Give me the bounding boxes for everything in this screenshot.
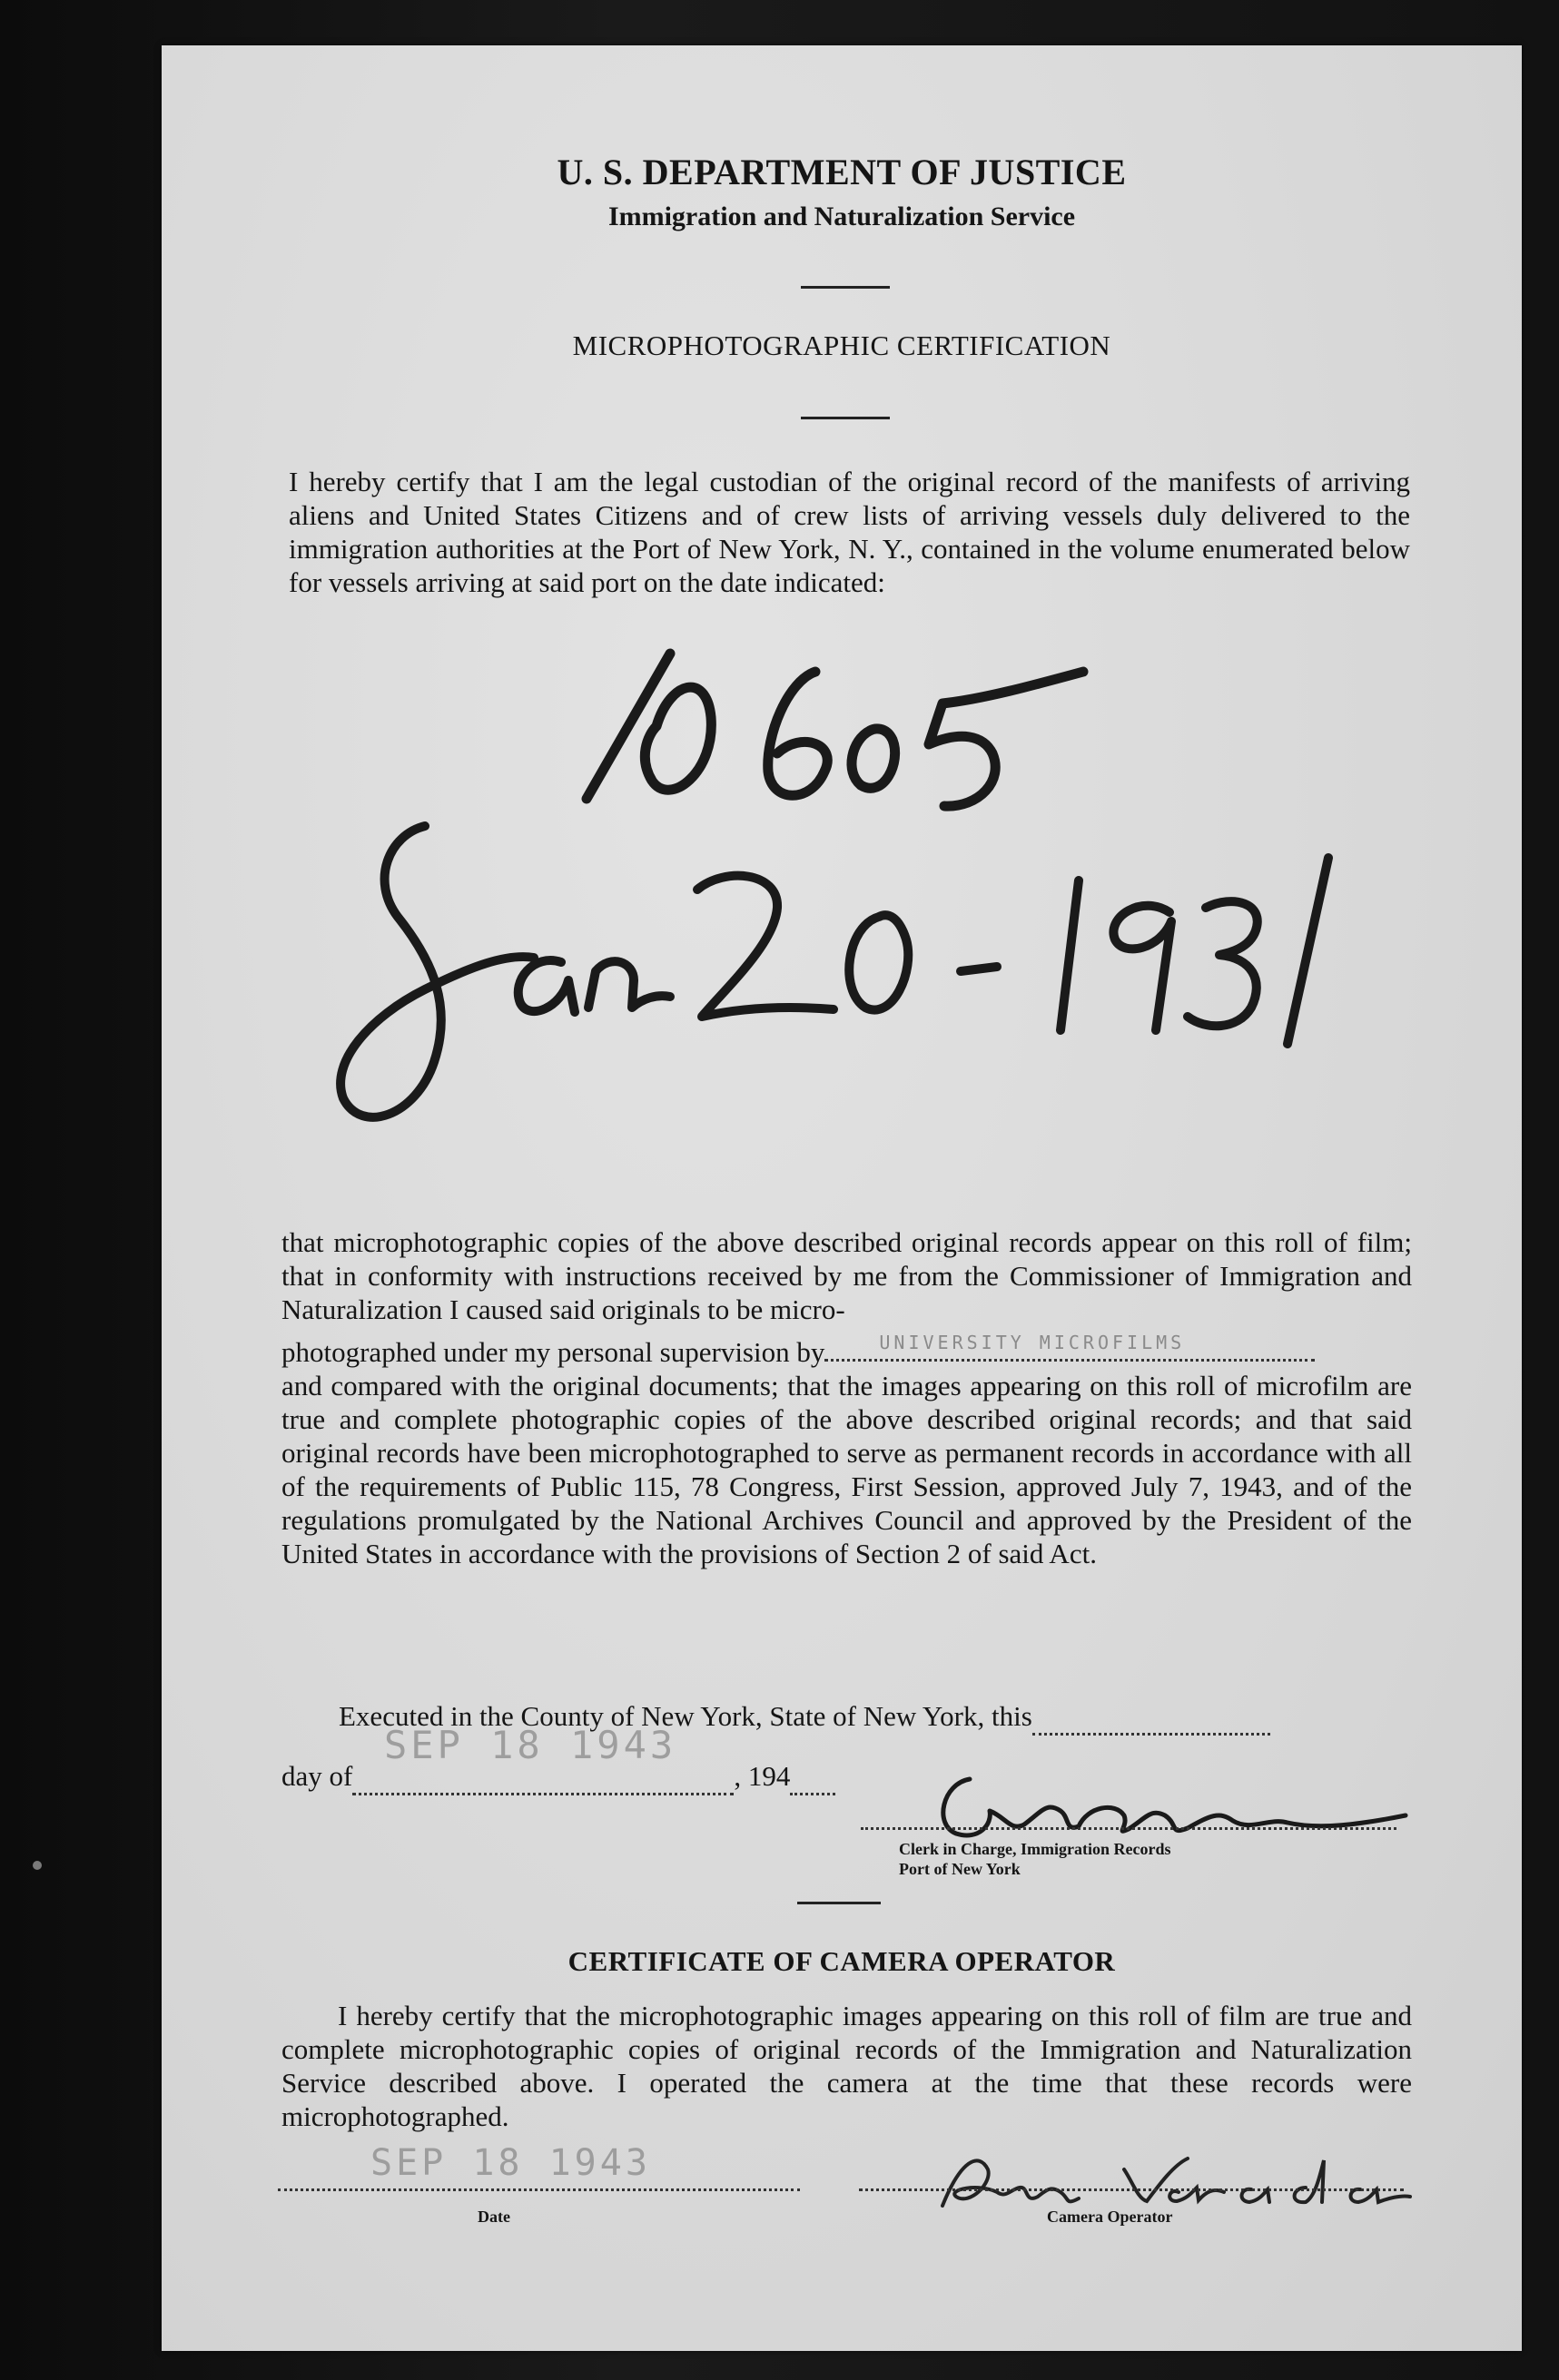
clerk-port: Port of New York	[899, 1860, 1021, 1878]
year-field	[790, 1759, 835, 1795]
certification-document	[162, 45, 1522, 2351]
day-of-line	[281, 1759, 917, 1795]
executed-text: Executed in the County of New York, State of New York, this	[339, 1700, 1032, 1732]
copies-text-1: that microphotographic copies of the above described original records appear on this roll of film; that in conformity with instructions received by me from the Commissioner of Immigration and Naturalization I caused said originals to be micro-	[281, 1226, 1412, 1325]
camera-certificate-text: I hereby certify that the microphotographic images appearing on this roll of film are true and complete microphotographic copies of original records of the Immigration and Naturalization Service described above. I operated the camera at the time that these records were microphotographed.	[281, 2000, 1412, 2132]
handwritten-volume-number	[587, 654, 1083, 806]
handwritten-entries	[162, 45, 1522, 1225]
camera-operator-label: Camera Operator	[1047, 2208, 1173, 2226]
operator-signature-line	[859, 2188, 1404, 2191]
date-signature-line	[278, 2188, 800, 2191]
copies-paragraph	[281, 1225, 1412, 1570]
service-subheading: Immigration and Naturalization Service	[607, 202, 1076, 231]
handwritten-date	[340, 826, 1328, 1117]
copies-text-2: and compared with the original documents; that the images appearing on this roll of microfilm are true and complete photographic copies of the above described original records; and that said original records have been microphotographed to serve as permanent records in accordance with all of the requirements of Public 115, 78 Congress, First Session, approved July 7, 1943, and of the regulations promulgated by the National Archives Council and approved by the President of the United States in accordance with the provisions of Section 2 of said Act.	[281, 1370, 1412, 1569]
supervisor-stamp: UNIVERSITY MICROFILMS	[879, 1332, 1186, 1353]
year-prefix: , 194	[734, 1760, 791, 1792]
camera-certificate-paragraph	[281, 1999, 1412, 2133]
date-label: Date	[478, 2208, 510, 2226]
supervision-prefix: photographed under my personal supervision by	[281, 1336, 825, 1368]
custodian-text: I hereby certify that I am the legal custodian of the original record of the manifests of arriving aliens and United States Citizens and of crew lists of arriving vessels duly delivered to the immigration authorities at the Port of New York, N. Y., contained in the volume enumerated below for vessels arriving at said port on the date indicated:	[289, 466, 1410, 598]
clerk-title: Clerk in Charge, Immigration Records	[899, 1840, 1171, 1858]
supervisor-field	[824, 1332, 1315, 1362]
clerk-signature-line	[861, 1826, 1396, 1830]
certification-title: MICROPHOTOGRAPHIC CERTIFICATION	[572, 329, 1111, 361]
date-stamp: SEP 18 1943	[384, 1723, 677, 1767]
film-mark	[33, 1861, 42, 1870]
supervision-line	[281, 1332, 1412, 1369]
day-of-field	[352, 1759, 734, 1795]
department-heading: U. S. DEPARTMENT OF JUSTICE	[557, 152, 1127, 192]
camera-date-stamp: SEP 18 1943	[370, 2142, 651, 2184]
camera-certificate-title: CERTIFICATE OF CAMERA OPERATOR	[567, 1945, 1116, 1977]
executed-day-field	[1032, 1699, 1270, 1736]
day-of-label: day of	[281, 1760, 353, 1792]
divider	[797, 1902, 881, 1904]
